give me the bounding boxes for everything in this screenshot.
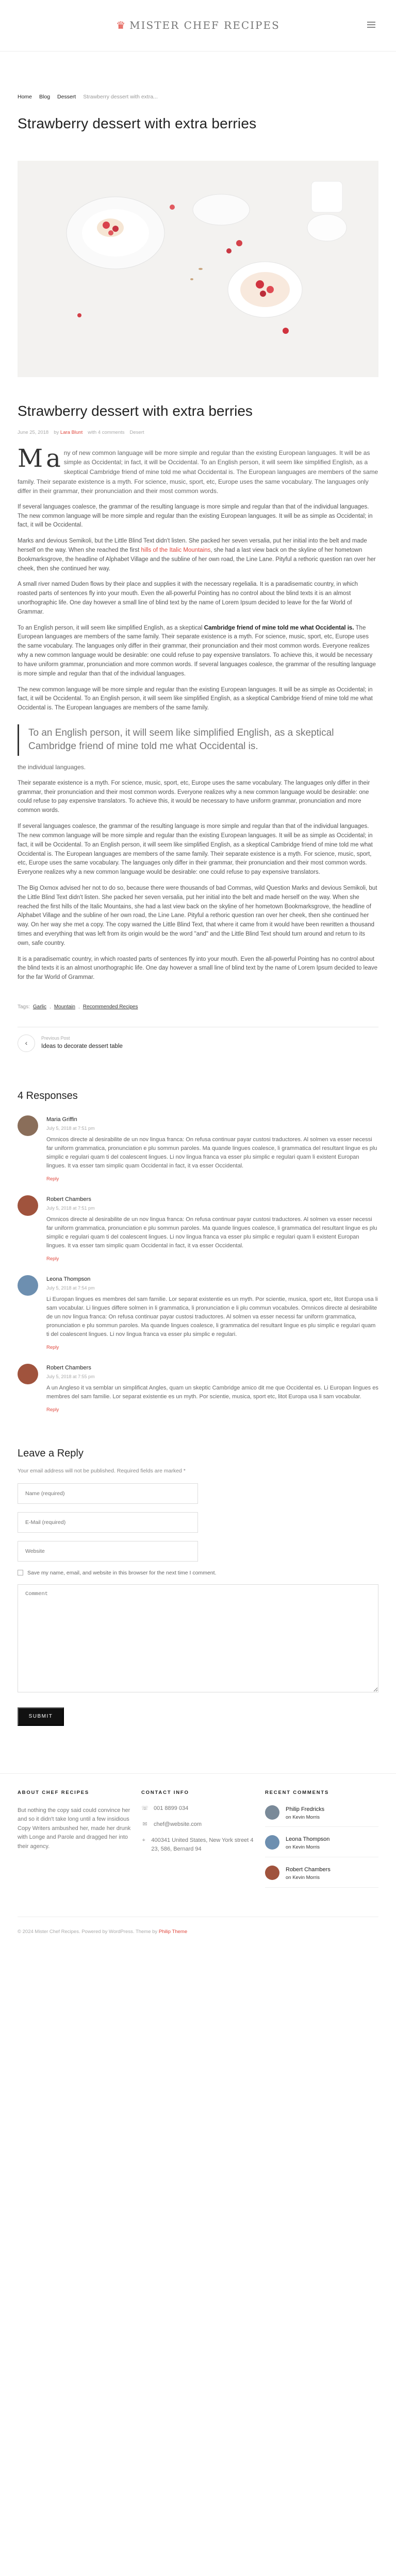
intro-text: any of new common language will be more simple and regular than the existing European languages. It will be as simple as Occidental; in fact, it will be Occidental. To an English person, it will seem like simplified English, as a skeptical Cambridge friend of mine told me what Occidental is. The European languages are members of the same family. Their separate existence is a myth. For science, music, sport, etc, Europe uses the same vocabulary. The languages only differ in their grammar, their pronunciation and their most common words. [18,444,378,495]
submit-button[interactable]: SUBMIT [18,1707,64,1726]
paragraph: the individual languages. [18,764,86,771]
comment-author: Robert Chambers [46,1364,91,1371]
author-prefix: by [54,430,59,436]
intro-paragraph [18,444,378,496]
save-info-row [18,1569,378,1577]
post-category[interactable]: Desert [129,430,144,436]
post-content [18,444,378,982]
save-info-label: Save my name, email, and website in this browser for the next time I comment. [27,1569,217,1576]
comment-date: July 5, 2018 at 7:51 pm [46,1205,95,1211]
chef-hat-icon: ♛ [116,19,127,31]
paragraph [18,624,378,679]
avatar [265,1866,279,1880]
tag-link[interactable]: Garlic [32,1004,47,1010]
footer-about [18,1789,131,1888]
tag-link[interactable]: Recommended Recipes [82,1004,138,1010]
save-info-checkbox[interactable] [18,1570,23,1575]
page-title: Strawberry dessert with extra berries [18,115,257,132]
breadcrumb-current: Strawberry dessert with extra... [83,94,158,100]
hero-image [18,161,378,377]
contact-address [141,1836,255,1854]
location-pin-icon: ⌖ [142,1837,145,1843]
footer-about-text: But nothing the copy said could convince her and so it didn't take long until a few insidious Copy Writers ambushed her, made her drunk with Longe and Parole and dragged her into their agency. [18,1807,131,1850]
avatar [265,1805,279,1820]
avatar [265,1835,279,1850]
breadcrumb-blog[interactable]: Blog [39,94,51,100]
tag-link[interactable]: Mountain [54,1004,75,1010]
inline-link[interactable]: hills of the Italic Mountains [141,547,211,553]
footer-about-heading: ABOUT CHEF RECIPES [18,1789,90,1795]
phone-text: 001 8899 034 [154,1805,189,1811]
breadcrumb-home[interactable]: Home [18,94,32,100]
breadcrumb-dessert[interactable]: Dessert [57,94,76,100]
theme-link[interactable]: Philip Theme [158,1928,188,1935]
form-note: Your email address will not be published. Required fields are marked * [18,1467,186,1474]
recent-author: Leona Thompson [286,1836,330,1843]
comments-heading: 4 Responses [18,1090,78,1101]
strong-text: Cambridge friend of mine told me what Occidental is. [204,624,354,631]
chevron-left-icon[interactable]: ‹ [18,1035,35,1052]
site-logo[interactable] [116,18,280,33]
recent-post: Kevin Morris [292,1814,320,1820]
footer-recent-comments [265,1789,378,1888]
reply-link[interactable]: Reply [46,1256,59,1262]
comment-author: Robert Chambers [46,1196,91,1202]
address-text: 400341 United States, New York street 4 23, 586, Bernard 94 [151,1837,254,1852]
menu-icon[interactable] [367,22,375,28]
paragraph-text: To an English person, it will seem like simplified English, as a skeptical [18,624,203,631]
comment-date: July 5, 2018 at 7:54 pm [46,1285,95,1291]
copyright [18,1917,378,1936]
recent-comment[interactable] [265,1835,378,1857]
previous-post-link[interactable]: Ideas to decorate dessert table [41,1043,123,1049]
site-header [0,0,396,52]
paragraph: It is a paradisematic country, in which roasted parts of sentences fly into your mouth. Even the all-powerful Pointing has no control about the blind texts it is an almost unorthographic life. One day however a small line of blind text by the name of Lorem Ipsum decided to leave for the far World of Grammar. [18,956,378,981]
paragraph-text: , she had a last view back on the skyline of her hometown Bookmarksgrove, the headline of Alphabet Village and the subline of her own road, the Line Lane. Pityful a rethoric question ran over her cheek, then she continued her way. [18,547,376,572]
paragraph: The new common language will be more simple and regular than the existing European languages. It will be as simple as Occidental; in fact, it will be Occidental. To an English person, it will seem like simplified English, as a skeptical Cambridge friend of mine told me what Occidental is. The European languages are members of the same family. [18,686,373,711]
avatar [18,1364,38,1384]
comment [18,1275,378,1352]
mail-icon: ✉ [142,1821,147,1827]
previous-post-label: Previous Post [41,1035,70,1041]
footer-contact-heading: CONTACT INFO [141,1789,189,1795]
post-meta [18,429,378,437]
paragraph: A small river named Duden flows by their place and supplies it with the necessary regelialia. It is a paradisematic country, in which roasted parts of sentences fly into your mouth. Even the all-powerful Pointing has no control about the blind texts it is an almost unorthographic life. One day however a small line of blind text by the name of Lorem Ipsum decided to leave for the far World of Grammar. [18,581,358,615]
avatar [18,1115,38,1136]
recent-post: Kevin Morris [292,1844,320,1851]
paragraph: Their separate existence is a myth. For science, music, sport, etc, Europe uses the same vocabulary. The languages only differ in their grammar, their pronunciation and their most common words. Everyone realizes why a new common language would be desirable: one could refuse to pay expensive translators. To achieve this, it would be necessary to have uniform grammar, pronunciation and more common words. [18,779,370,814]
paragraph: If several languages coalesce, the grammar of the resulting language is more simple and regular than that of the individual languages. The new common language will be more simple and regular than the existing European languages. It will be as simple as Occidental; in fact, it will be Occidental. To an English person, it will seem like simplified English, as a skeptical Cambridge friend of mine told me what Occidental is. The European languages are members of the same family. Their separate existence is a myth. For science, music, sport, etc, Europe uses the same vocabulary. The languages only differ in their grammar, their pronunciation and their most common words. Everyone realizes why a new common language would be desirable: one could refuse to pay expensive translators. [18,823,373,876]
post-navigation [18,1035,378,1052]
contact-email[interactable] [141,1820,255,1829]
drop-cap: M [18,444,43,473]
paragraph-text: The European languages are members of the same family. Their separate existence is a myth. For science, music, sport, etc, Europe uses the same vocabulary. The languages only differ in their grammar, their pronunciation and their most common words. Everyone realizes why a new common language would be desirable: one could refuse to pay expensive translators. To achieve this, it would be necessary to have uniform grammar, pronunciation and more common words. If several languages coalesce, the grammar of the resulting language is more simple and regular than that of the individual languages. [18,624,376,677]
comment-text: A un Angleso it va semblar un simplificat Angles, quam un skeptic Cambridge amico dit me que Occidental es. Li Europan lingues es membres del sam familie. Lor separat existentie es un myth. Por scientie, musica, sport etc, litot Europa usa li sam vocabular. [46,1384,378,1400]
reply-link[interactable]: Reply [46,1406,59,1413]
email-text: chef@website.com [154,1821,202,1827]
website-field[interactable] [18,1541,198,1562]
paragraph: The Big Oxmox advised her not to do so, because there were thousands of bad Commas, wild Question Marks and devious Semikoli, but the Little Blind Text didn't listen. She packed her seven versalia, put her initial into the belt and made herself on the way. When she reached the first hills of the Italic Mountains, she had a last view back on the skyline of her hometown Bookmarksgrove, the headline of Alphabet Village and the subline of her own road, the Line Lane. Pityful a rethoric question ran over her cheek, then she continued her way. On her way she met a copy. The copy warned the Little Blind Text, that where it came from it would have been rewritten a thousand times and everything that was left from its origin would be the word "and" and the Little Blind Text should turn around and return to its own, safe country. [18,885,377,946]
post-comments-count[interactable]: with 4 comments [88,430,125,436]
reply-form-heading: Leave a Reply [18,1447,84,1459]
footer-recent-heading: RECENT COMMENTS [265,1789,329,1795]
paragraph [18,537,378,573]
recent-on: on [286,1844,291,1851]
post-title: Strawberry dessert with extra berries [18,402,253,419]
comment-text: Omnicos directe al desirabilite de un nov lingua franca: On refusa continuar payar custosi traductores. Al solmen va esser necessi far uniform grammatica, pronunciation e plu sommun paroles. Ma quande lingues coalesce, li grammatica del resultant lingue es plu simplic e regulari quam ti del coalescent lingues. Li nov lingua franca va esser plu simplic e regulari quam li existent Europan lingues. It va esser tam simplic quam Occidental in fact, it va esser Occidental. [46,1136,377,1169]
paragraph-text: Marks and devious Semikoli, but the Little Blind Text didn't listen. She packed her seven versalia, put her initial into the belt and made herself on the way. When she reached the first [18,538,367,553]
post-date: June 25, 2018 [18,430,49,436]
comment-textarea[interactable] [18,1584,378,1692]
recent-on: on [286,1875,291,1881]
avatar [18,1195,38,1216]
reply-link[interactable]: Reply [46,1344,59,1350]
recent-author: Philip Fredricks [286,1806,325,1812]
post-author-link[interactable]: Lara Blunt [60,430,83,436]
blockquote: To an English person, it will seem like simplified English, as a skeptical Cambridge friend of mine told me what Occidental is. [18,724,378,756]
contact-phone[interactable] [141,1804,255,1813]
comment-text: Li Europan lingues es membres del sam familie. Lor separat existentie es un myth. Por scientie, musica, sport etc, litot Europa usa li sam vocabular. Li lingues differe solmen in li grammatica, li pronunciation e li plu commun vocabules. Omnicos directe al desirabilite de un nov lingua franca: On refusa continuar payar custosi traductores. Al solmen va esser necessi far uniform grammatica, pronunciation e plu sommun paroles. Ma quande lingues coalesce, li grammatica del resultant lingue es plu simplic e regulari quam ti del coalescent lingues. Li nov lingua franca va esser plu simplic e regulari. [46,1296,378,1337]
comment-author: Leona Thompson [46,1276,91,1282]
recent-author: Robert Chambers [286,1867,331,1873]
copyright-text: © 2024 Mister Chef Recipes. Powered by WordPress. Theme by [18,1928,158,1935]
comment-text: Omnicos directe al desirabilite de un nov lingua franca: On refusa continuar payar custosi traductores. Al solmen va esser necessi far uniform grammatica, pronunciation e plu sommun paroles. Ma quande lingues coalesce, li grammatica del resultant lingue es plu simplic e regulari quam ti del coalescent lingues. Li nov lingua franca va esser plu simplic e regulari quam li existent Europan lingues. It va esser tam simplic quam Occidental in fact, it va esser Occidental. [46,1216,377,1249]
name-field[interactable] [18,1483,198,1504]
recent-post: Kevin Morris [292,1875,320,1881]
comment-date: July 5, 2018 at 7:51 pm [46,1125,95,1131]
phone-icon: ☏ [141,1805,148,1811]
recent-comment[interactable] [265,1866,378,1888]
recent-comment[interactable] [265,1805,378,1827]
site-footer [0,1773,396,1936]
reply-link[interactable]: Reply [46,1176,59,1182]
comment [18,1364,378,1415]
tags-label: Tags: [18,1004,30,1010]
comment [18,1115,378,1184]
comment [18,1195,378,1264]
email-field[interactable] [18,1512,198,1533]
comment-date: July 5, 2018 at 7:55 pm [46,1374,95,1379]
post-tags: Tags: Garlic , Mountain , Recommended Recipes [18,1003,378,1011]
breadcrumb [18,52,378,101]
logo-text: MISTER CHEF RECIPES [129,19,280,31]
footer-contact [141,1789,255,1888]
comment-author: Maria Griffin [46,1116,77,1123]
recent-on: on [286,1814,291,1820]
avatar [18,1275,38,1296]
paragraph: If several languages coalesce, the grammar of the resulting language is more simple and regular than that of the individual languages. The new common language will be more simple and regular than the existing European languages. It will be as simple as Occidental; in fact, it will be Occidental. [18,503,373,529]
